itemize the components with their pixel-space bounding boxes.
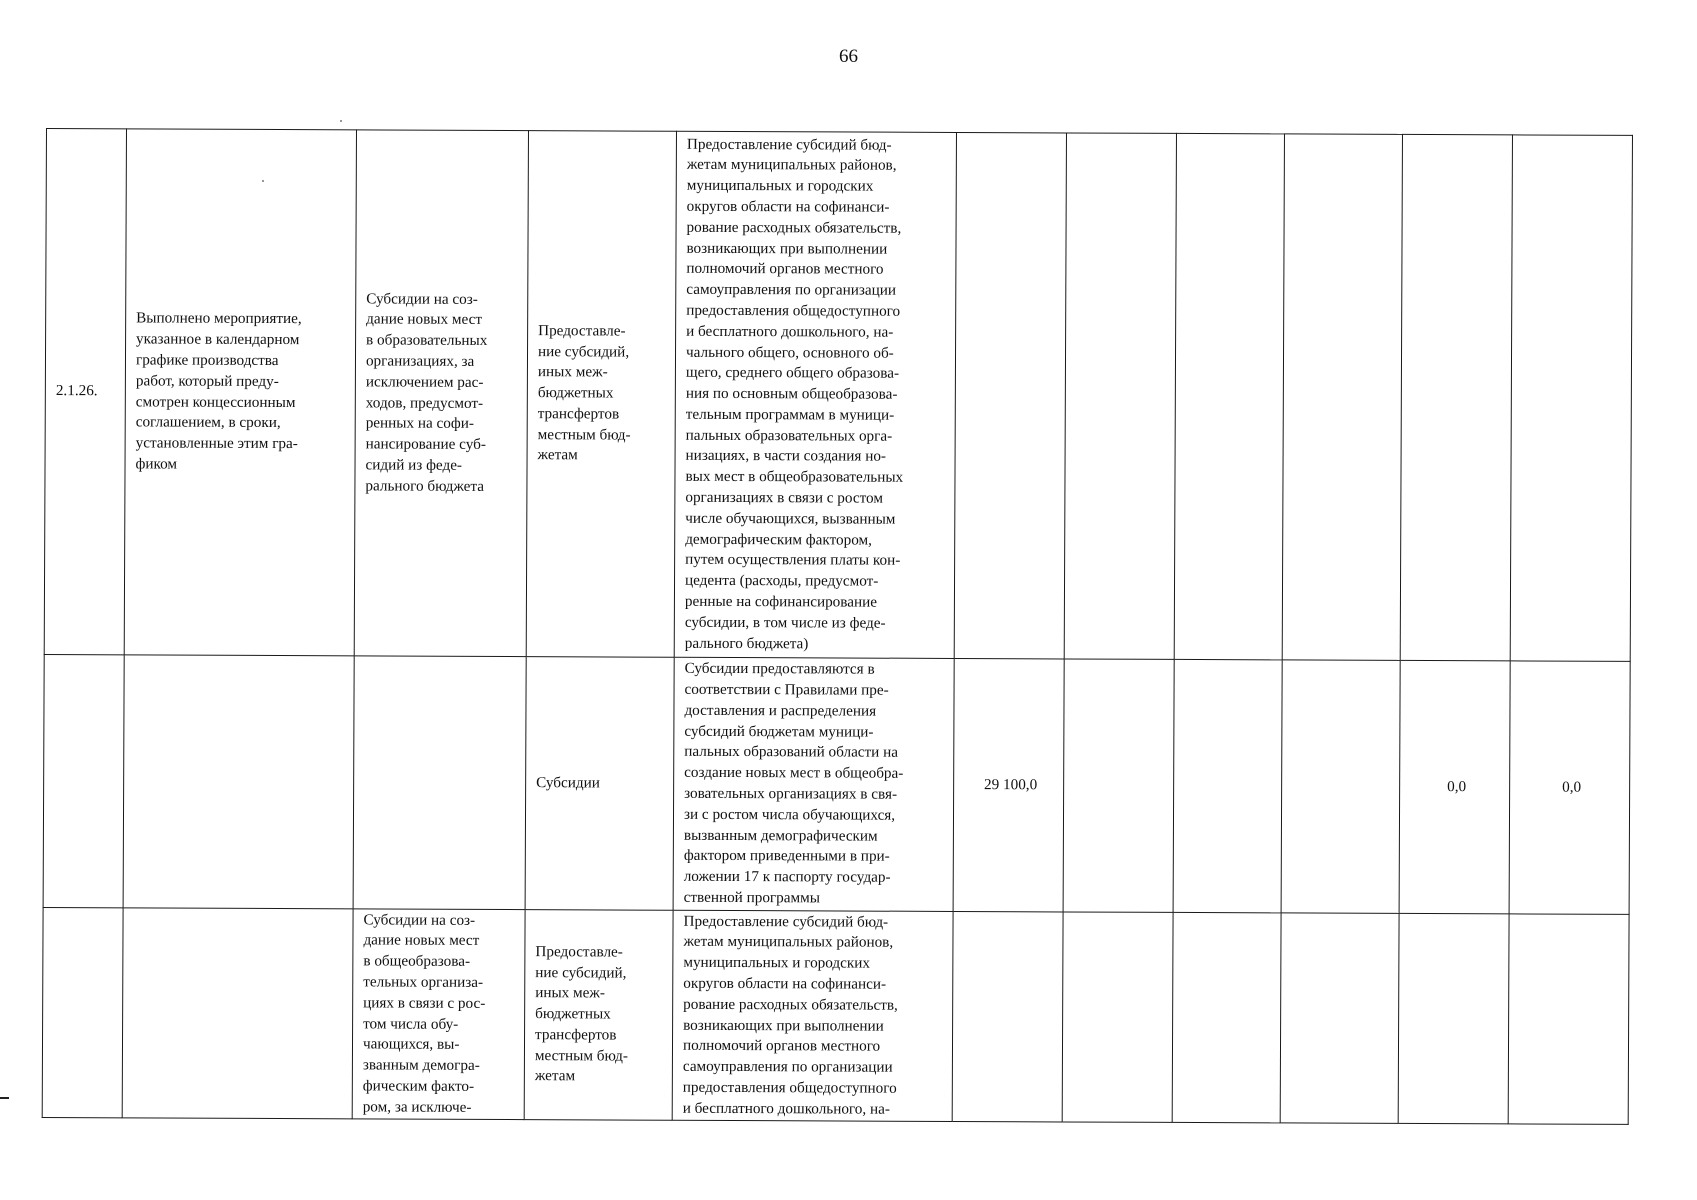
value-cell: [1282, 134, 1402, 661]
event-cell: [122, 908, 353, 1119]
scan-edge-mark: [0, 1097, 9, 1099]
page-number: 66: [839, 46, 858, 67]
value-cell: [952, 911, 1063, 1121]
value-cell: [1064, 133, 1176, 659]
program-table: [42, 128, 1633, 1125]
value-cell: [1281, 660, 1400, 914]
value-cell: 0,0: [1399, 660, 1510, 913]
subsidy-name-cell: Субсидии на соз- дание новых мест в общеобразова- тельных организа- циях в связи с рос- том числа обу- чающихся, вы- званным демогра- фическим факто- ром, за исключе-: [352, 909, 525, 1120]
subsidy-kind-cell: Предоставле- ние субсидий, иных меж- бюджетных трансфертов местным бюд- жетам: [526, 131, 676, 658]
value-cell: [1062, 912, 1173, 1122]
row-number: [43, 654, 124, 907]
description-cell: Субсидии предоставляются в соответствии с Правилами пре- доставления и распределения субсидий бюджетам муници- пальных образований области на создание новых мест в общеобра- зовательных организациях в свя- зи с ростом числа обучающихся, вызванным демографическим фактором приведенными в при- ложении 17 к паспорту государ- ственной программы: [673, 657, 954, 911]
table-row: [43, 654, 1630, 914]
value-cell: [1173, 659, 1282, 912]
event-cell: [123, 655, 354, 909]
value-cell: [1398, 913, 1509, 1123]
value-cell: [1063, 659, 1174, 912]
row-number: [42, 907, 123, 1117]
value-cell: 29 100,0: [953, 658, 1064, 911]
subsidy-kind-cell: Субсидии: [525, 657, 674, 911]
value-cell: [1280, 913, 1399, 1124]
table-row: [42, 907, 1629, 1124]
description-cell: Предоставление субсидий бюд- жетам муниципальных районов, муниципальных и городских округов области на софинанси- рование расходных обязательств, возникающих при выполнении полномочий органов местного самоуправления по организации предоставления общедоступного и бесплатного дошкольного, на-: [672, 910, 953, 1121]
value-cell: 0,0: [1509, 661, 1630, 915]
event-cell: Выполнено мероприятие, указанное в календарном графике производства работ, который преду- смотрен концессионным соглашением, в сроки, установленные этим гра- фиком: [124, 129, 356, 656]
value-cell: [1174, 133, 1284, 659]
value-cell: [954, 132, 1066, 658]
description-cell: Предоставление субсидий бюд- жетам муниципальных районов, муниципальных и городских округов области на софинанси- рование расходных обязательств, возникающих при выполнении полномочий органов местного самоуправления по организации предоставления общедоступного и бесплатного дошкольного, на- чального общего, основного об- щего, среднего общего образова- ния по основным общеобразова- тельным программам в муници- пальных образовательных орга- низациях, в части создания но- вых мест в общеобразовательных организациях в связи с ростом числе обучающихся, вызванным демографическим фактором, путем осуществления платы кон- цедента (расходы, предусмот- ренные на софинансирование субсидии, в том числе из феде- рального бюджета): [674, 131, 956, 658]
subsidy-name-cell: [353, 656, 526, 910]
row-number: 2.1.26.: [44, 129, 126, 655]
value-cell: [1510, 135, 1632, 662]
value-cell: [1508, 914, 1629, 1125]
subsidy-kind-cell: Предоставле- ние субсидий, иных меж- бюджетных трансфертов местным бюд- жетам: [524, 910, 673, 1121]
table-row: [44, 129, 1632, 662]
subsidy-name-cell: Субсидии на соз- дание новых мест в образовательных организациях, за исключением рас- ходов, предусмот- ренных на софи- нансирование суб- сидий из феде- рального бюджета: [354, 130, 528, 657]
scan-speck: [340, 120, 342, 122]
value-cell: [1400, 134, 1512, 660]
value-cell: [1172, 912, 1281, 1122]
